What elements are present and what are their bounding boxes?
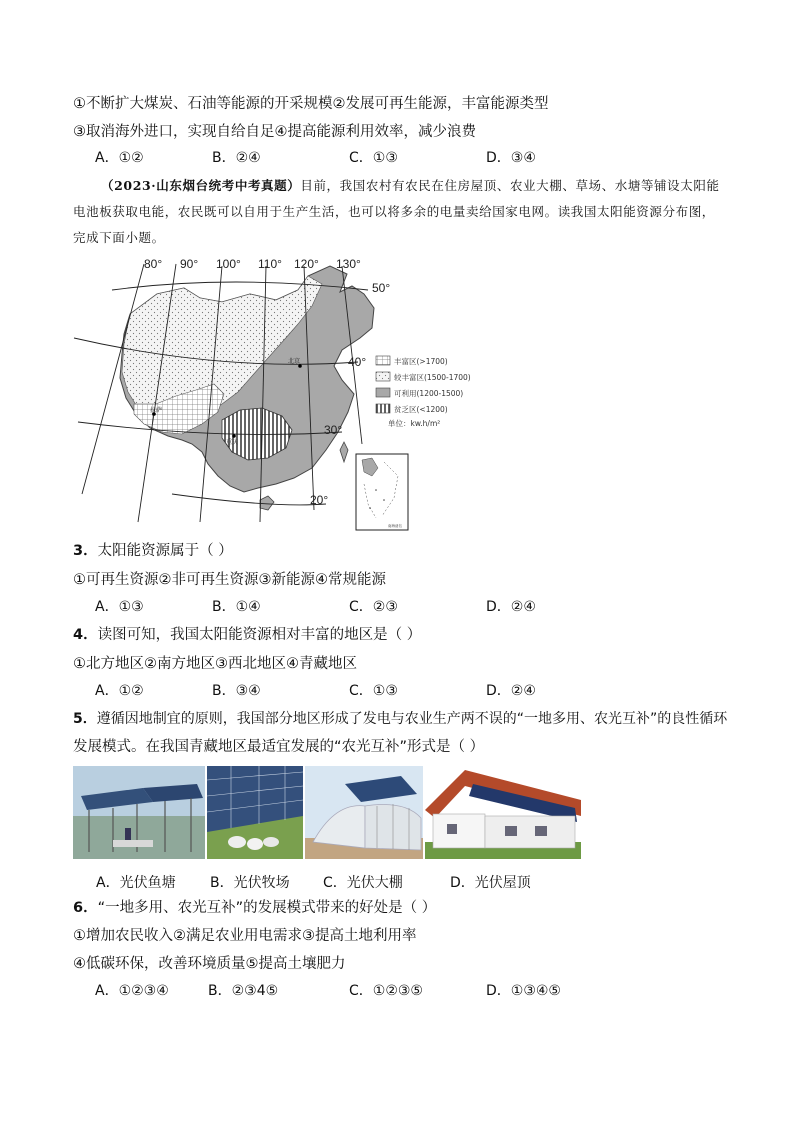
south-sea-inset: [356, 454, 408, 530]
city-chongqing: 重庆: [226, 439, 239, 446]
lon-label-90: 90°: [180, 257, 199, 271]
inset-label: 南海诸岛: [388, 524, 402, 528]
option-c[interactable]: C．①②③⑤: [349, 983, 423, 999]
option-c[interactable]: C．①③: [349, 150, 398, 166]
intro-source: （2023·山东烟台统考中考真题）: [101, 178, 301, 193]
option-a[interactable]: A．光伏鱼塘: [96, 875, 176, 891]
option-d[interactable]: D．光伏屋顶: [450, 875, 531, 891]
prev-choices-line-2: ③取消海外进口，实现自给自足④提高能源利用效率，减少浪费: [73, 124, 476, 140]
photo-pasture: [207, 766, 303, 859]
legend-unit: 单位：kw.h/m²: [388, 419, 441, 428]
question-6-stem: 6．“一地多用、农光互补”的发展模式带来的好处是（ ）: [73, 900, 437, 916]
option-b[interactable]: B．③④: [212, 683, 261, 699]
option-d[interactable]: D．③④: [486, 150, 536, 166]
lat-label-20: 20°: [310, 493, 329, 507]
photo-rooftop: [425, 766, 581, 859]
option-c[interactable]: C．①③: [349, 683, 398, 699]
lon-label-120: 120°: [294, 257, 319, 271]
question-3-choices: ①可再生资源②非可再生资源③新能源④常规能源: [73, 572, 386, 588]
lon-label-130: 130°: [336, 257, 361, 271]
option-b[interactable]: B．②③4⑤: [208, 983, 279, 999]
question-5-stem-line-2: 发展模式。在我国青藏地区最适宜发展的“农光互补”形式是（ ）: [73, 739, 485, 755]
city-beijing: 北京: [288, 358, 301, 365]
option-a[interactable]: A．①②③④: [95, 983, 169, 999]
prev-choices-line-1: ①不断扩大煤炭、石油等能源的开采规模②发展可再生能源，丰富能源类型: [73, 96, 549, 112]
option-a[interactable]: A．①②: [95, 150, 144, 166]
lon-label-80: 80°: [144, 257, 163, 271]
option-d[interactable]: D．①③④⑤: [486, 983, 561, 999]
question-4-stem: 4．读图可知，我国太阳能资源相对丰富的地区是（ ）: [73, 627, 422, 643]
option-d[interactable]: D．②④: [486, 599, 536, 615]
photo-greenhouse: [305, 766, 423, 859]
option-b[interactable]: B．②④: [212, 150, 261, 166]
legend-poor: 贫乏区(<1200): [394, 405, 448, 414]
intro-paragraph: [73, 173, 723, 251]
option-c[interactable]: C．②③: [349, 599, 398, 615]
intro-text: 目前，我国农村有农民在住房屋顶、农业大棚、草场、水塘等铺设太阳能电池板获取电能，农民既可以自用于生产生活，也可以将多余的电量卖给国家电网。读我国太阳能资源分布图，完成下面小题。: [73, 178, 720, 245]
lon-label-100: 100°: [216, 257, 241, 271]
solar-resource-map: [72, 254, 482, 532]
option-c[interactable]: C．光伏大棚: [323, 875, 403, 891]
option-b[interactable]: B．①④: [212, 599, 261, 615]
option-b[interactable]: B．光伏牧场: [210, 875, 290, 891]
lat-label-40: 40°: [348, 355, 367, 369]
photo-fish-pond: [73, 766, 205, 859]
option-a[interactable]: A．①②: [95, 683, 144, 699]
map-legend: [376, 356, 471, 428]
lat-label-30: 30°: [324, 423, 343, 437]
question-5-stem-line-1: 5．遵循因地制宜的原则，我国部分地区形成了发电与农业生产两不误的“一地多用、农光互补”的良性循环: [73, 711, 728, 727]
lon-label-110: 110°: [258, 257, 282, 271]
legend-fairly-rich: 较丰富区(1500-1700): [394, 373, 471, 382]
question-4-choices: ①北方地区②南方地区③西北地区④青藏地区: [73, 656, 357, 672]
question-6-choices-line-2: ④低碳环保，改善环境质量⑤提高土壤肥力: [73, 956, 346, 972]
question-3-stem: 3．太阳能资源属于（ ）: [73, 543, 233, 559]
legend-rich: 丰富区(>1700): [394, 357, 448, 366]
option-d[interactable]: D．②④: [486, 683, 536, 699]
lat-label-50: 50°: [372, 281, 391, 295]
legend-usable: 可利用(1200-1500): [394, 389, 464, 398]
option-a[interactable]: A．①③: [95, 599, 144, 615]
question-6-choices-line-1: ①增加农民收入②满足农业用电需求③提高土地利用率: [73, 928, 417, 944]
city-lhasa: 拉萨: [150, 407, 163, 414]
